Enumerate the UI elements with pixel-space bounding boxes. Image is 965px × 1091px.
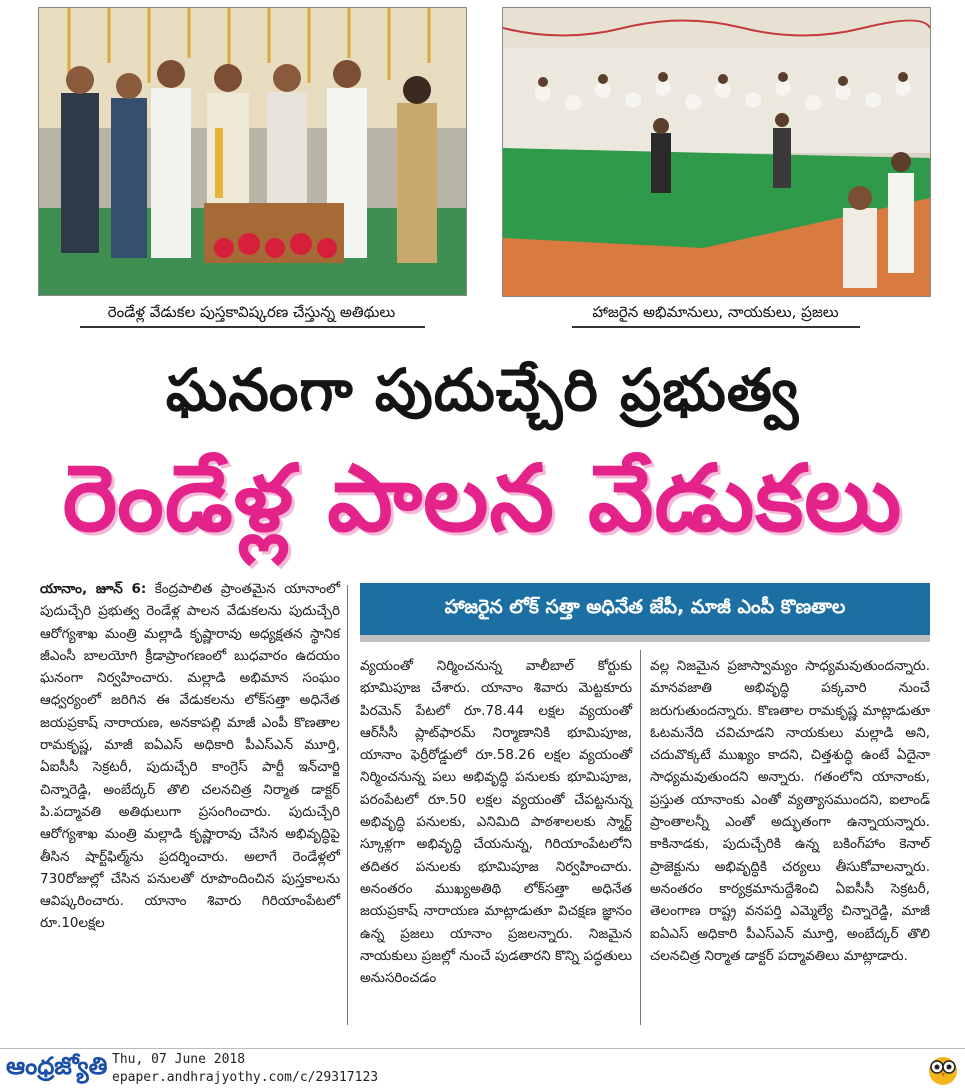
newspaper-logo: ఆంధ్రజ్యోతి (6, 1052, 108, 1080)
article-column-3 (650, 655, 930, 967)
edition-date: Thu, 07 June 2018 (112, 1052, 246, 1067)
article-column-1 (40, 578, 340, 935)
owl-icon (926, 1052, 960, 1090)
article-col1-text: కేంద్రపాలిత ప్రాంతమైన యానాంలో పుదుచ్చేరి ప్రభుత్వ రెండేళ్ల పాలన వేడుకలను పుదుచ్చేరి ఆరోగ్యశాఖ మంత్రి మల్లాడి కృష్ణారావు అధ్యక్షతన స్థానిక జీఎంసీ బాలయోగి క్రీడాప్రాంగణంలో బుధవారం ఉదయం ఘనంగా నిర్వహించారు. మల్లాడి అభిమాన సంఘం ఆధ్వర్యంలో జరిగిన ఈ వేడుకలను లోక్‌సత్తా అధినేత జయప్రకాష్ నారాయణ, అనకాపల్లి మాజీ ఎంపీ కొణతాల రామకృష్ణ, మాజీ ఐఏఎస్ అధికారి పీఎస్ఎన్ మూర్తి, ఏఐసీసీ సెక్రటరీ, పుదుచ్చేరి కాంగ్రెస్ పార్టీ ఇన్‌చార్జి చిన్నారెడ్డి, అంబేద్కర్ తొలి చలనచిత్ర నిర్మాత డాక్టర్ పి.పద్మావతి అతిథులుగా ప్రసంగించారు. పుదుచ్చేరి ఆరోగ్యశాఖ మంత్రి మల్లాడి కృష్ణారావు చేసిన అభివృద్ధిపై తీసిన షార్ట్‌ఫిల్మ్‌ను ప్రదర్శించారు. అలాగే రెండేళ్లలో 730రోజుల్లో చేసిన పనులతో రూపొందించిన పుస్తకాలను ఆవిష్కరించారు. యానాం శివారు గిరియాంపేటలో రూ.10లక్షల (40, 581, 340, 932)
caption-underline-right (572, 326, 860, 328)
caption-crowd: హాజరైన అభిమానులు, నాయకులు, ప్రజలు (592, 303, 839, 321)
article-column-2 (360, 655, 632, 989)
article-dateline: యానాం, జూన్ 6: (40, 581, 147, 597)
photo-book-release (38, 7, 467, 296)
column-rule-2 (640, 650, 641, 1025)
headline-line2: రెండేళ్ల పాలన వేడుకలు (62, 445, 903, 552)
article-col3-text: వల్ల నిజమైన ప్రజాస్వామ్యం సాధ్యమవుతుందన్నారు. మానవజాతి అభివృద్ధి పక్కవారి నుంచే జరుగుతుందన్నారు. కొణతాల రామకృష్ణ మాట్లాడుతూ ఓటమనేది చవిచూడని నాయకులు మల్లాడి అని, చదువొక్కటే ముఖ్యం కాదని, చిత్తశుద్ధి ఉంటే ఏదైనా సాధ్యమవుతుందని అన్నారు. గతంలోని యానాంకు, ప్రస్తుత యానాంకు ఎంతో వ్యత్యాసముందని, ఐలాండ్ ప్రాంతాలన్నీ ఎంతో అద్భుతంగా ఉన్నాయన్నారు. కాకినాడకు, పుదుచ్చేరికి ఉన్న బకింగ్‌హాం కెనాల్ ప్రాజెక్టును అభివృద్ధికి చర్యలు తీసుకోవాలన్నారు. అనంతరం కార్యక్రమానుద్దేశించి ఏఐసీసీ సెక్రటరీ, తెలంగాణ రాష్ట్ర వనపర్తి ఎమ్మెల్యే చిన్నారెడ్డి, మాజీ ఐఏఎస్ అధికారి పీఎస్ఎన్ మూర్తి, అంబేద్కర్ తొలి చలనచిత్ర నిర్మాత డాక్టర్ పద్మావతిలు మాట్లాడారు. (650, 658, 930, 964)
column-rule-1 (347, 585, 348, 1025)
subhead-banner: హాజరైన లోక్ సత్తా అధినేత జేపీ, మాజీ ఎంపీ కొణతాల (360, 583, 930, 635)
caption-book-release: రెండేళ్ల వేడుకల పుస్తకావిష్కరణ చేస్తున్న అతిథులు (107, 303, 396, 321)
subhead-shadow (360, 635, 930, 642)
headline-line1: ఘనంగా పుదుచ్చేరి ప్రభుత్వ (165, 356, 800, 424)
article-col2-text: వ్యయంతో నిర్మించనున్న వాలీబాల్ కోర్టుకు భూమిపూజ చేశారు. యానాం శివారు మెట్టకూరు పిరమెన్ పేటలో రూ.78.44 లక్షల వ్యయంతో ఆర్‌సీసీ ప్లాట్‌ఫారమ్ నిర్మాణానికి భూమిపూజ, యానాం ఫెర్రీరోడ్డులో రూ.58.26 లక్షల వ్యయంతో నిర్మించనున్న పలు అభివృద్ధి పనులకు భూమిపూజ, పరంపేటలో రూ.50 లక్షల వ్యయంతో చేపట్టనున్న అభివృద్ధి పనులకు, ఎనిమిది పాఠశాలలకు స్మార్ట్ స్కూళ్లగా అభివృద్ధి చేయనున్న, గిరియాంపేటలోని తదితర పనులకు భూమిపూజ నిర్వహించారు. అనంతరం ముఖ్యఅతిథి లోక్‌సత్తా అధినేత జయప్రకాష్ నారాయణ మాట్లాడుతూ విచక్షణ జ్ఞానం ఉన్న ప్రజలు యానాం ప్రజలన్నారు. నిజమైన నాయకులు ప్రజల్లో నుంచే పుడతారని కొన్ని పద్ధతులు అనుసరించడం (360, 658, 632, 987)
edition-url[interactable]: epaper.andhrajyothy.com/c/29317123 (112, 1070, 379, 1085)
book-release-image (39, 8, 466, 295)
crowd-image (503, 8, 930, 296)
caption-underline-left (80, 326, 425, 328)
photo-crowd (502, 7, 931, 297)
